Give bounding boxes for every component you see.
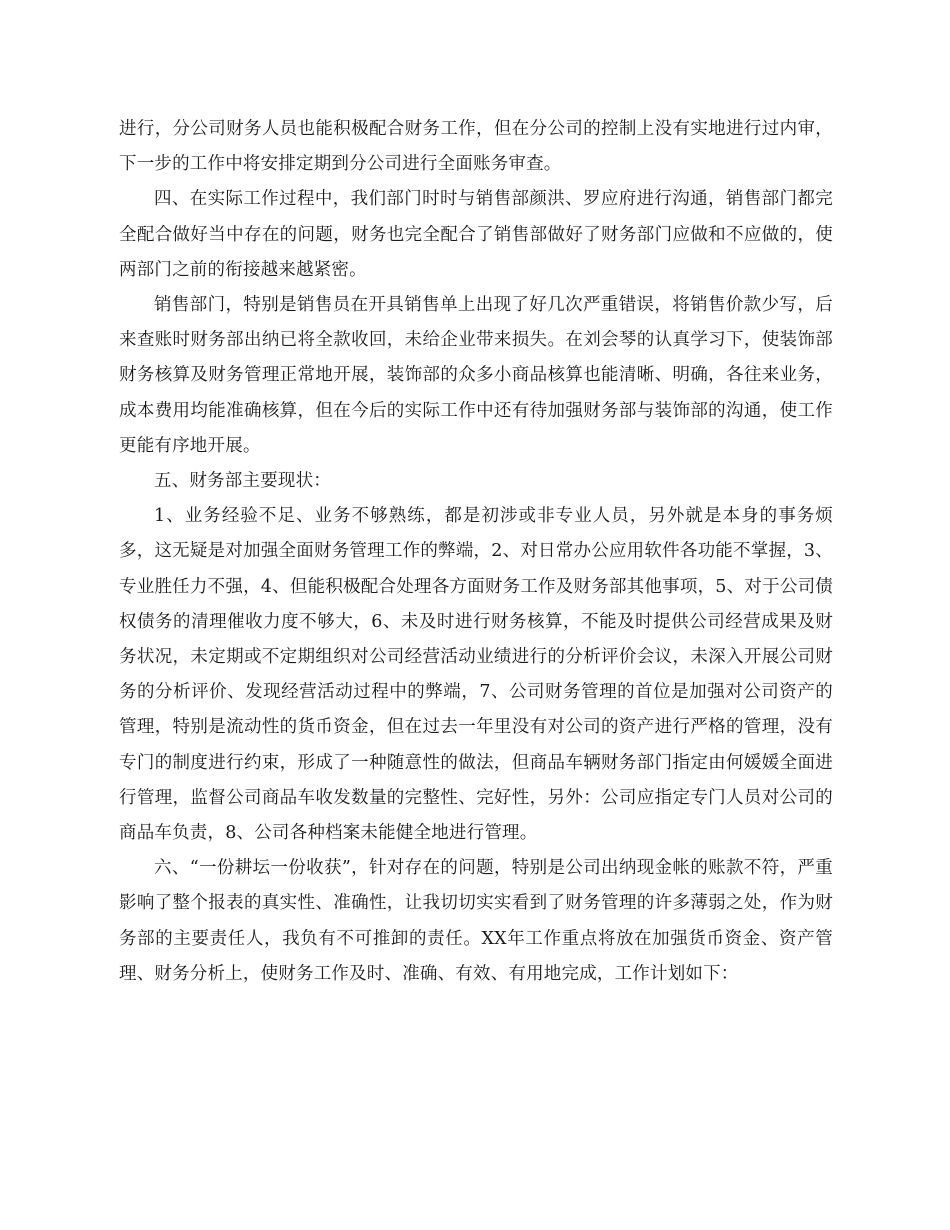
paragraph-section-six: 六、“一份耕坛一份收获”，针对存在的问题，特别是公司出纳现金帐的账款不符，严重影响了整个报表的真实性、准确性，让我切切实实看到了财务管理的许多薄弱之处，作为财务部的主要责任人，我负有不可推卸的责任。XX年工作重点将放在加强货币资金、资产管理、财务分析上，使财务工作及时、准确、有效、有用地完成，工作计划如下：	[119, 858, 833, 984]
paragraph-sales-department: 销售部门，特别是销售员在开具销售单上出现了好几次严重错误，将销售价款少写，后来查账时财务部出纳已将全款收回，未给企业带来损失。在刘会琴的认真学习下，使装饰部财务核算及财务管理正常地开展，装饰部的众多小商品核算也能清晰、明确，各往来业务，成本费用均能准确核算，但在今后的实际工作中还有待加强财务部与装饰部的沟通，使工作更能有序地开展。	[119, 295, 833, 456]
paragraph-section-four: 四、在实际工作过程中，我们部门时时与销售部颜洪、罗应府进行沟通，销售部门都完全配合做好当中存在的问题，财务也完全配合了销售部做好了财务部门应做和不应做的，使两部门之前的衔接越来越紧密。	[119, 189, 833, 280]
paragraph-current-status-list: 1、业务经验不足、业务不够熟练，都是初涉或非专业人员，另外就是本身的事务烦多，这无疑是对加强全面财务管理工作的弊端，2、对日常办公应用软件各功能不掌握，3、专业胜任力不强，4、但能积极配合处理各方面财务工作及财务部其他事项，5、对于公司债权债务的清理催收力度不够大，6、未及时进行财务核算，不能及时提供公司经营成果及财务状况，未定期或不定期组织对公司经营活动业绩进行的分析评价会议，未深入开展公司财务的分析评价、发现经营活动过程中的弊端，7、公司财务管理的首位是加强对公司资产的管理，特别是流动性的货币资金，但在过去一年里没有对公司的资产进行严格的管理，没有专门的制度进行约束，形成了一种随意性的做法，但商品车辆财务部门指定由何媛媛全面进行管理，监督公司商品车收发数量的完整性、完好性，另外：公司应指定专门人员对公司的商品车负责，8、公司各种档案未能健全地进行管理。	[119, 506, 833, 844]
paragraph-continuation: 进行，分公司财务人员也能积极配合财务工作，但在分公司的控制上没有实地进行过内审，下一步的工作中将安排定期到分公司进行全面账务审查。	[119, 119, 833, 175]
document-body	[119, 112, 833, 992]
paragraph-section-five-heading: 五、财务部主要现状：	[154, 471, 331, 492]
